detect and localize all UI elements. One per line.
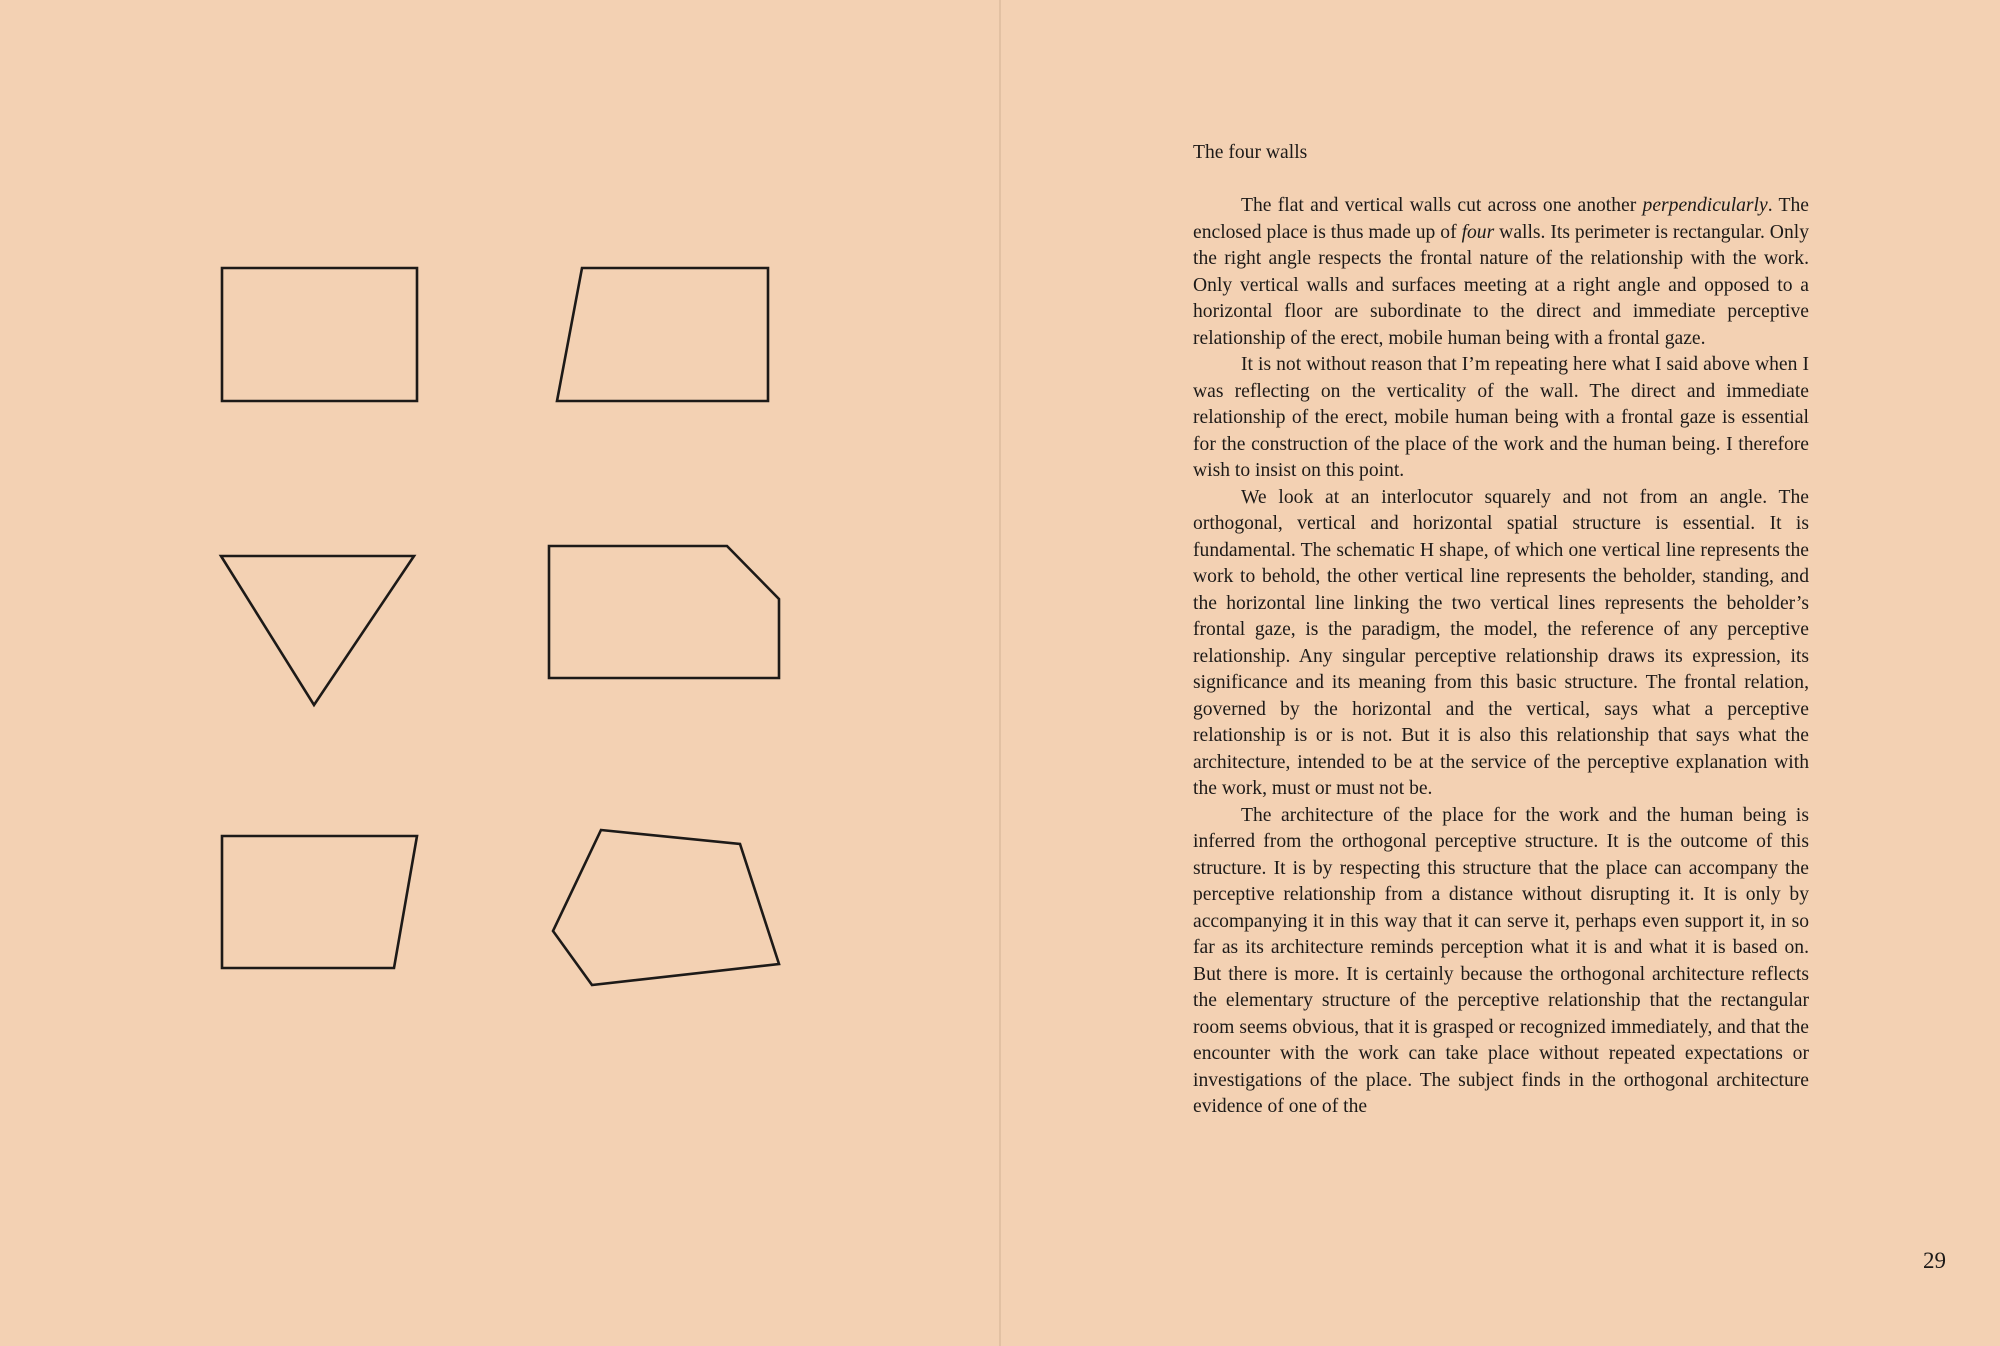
irregular-pentagon-figure [553, 830, 779, 985]
paragraph-2: It is not without reason that I’m repeating here what I said above when I was reflecting on the verticality of the wall. The direct and immediate relationship of the erect, mobile human being with a frontal gaze is essential for the construction of the place of the work and the human being. I therefore wish to insist on this point. [1193, 354, 1809, 481]
paragraph-1 [1193, 193, 1809, 352]
section-heading: The four walls [1193, 142, 1308, 163]
rectangle-figure [222, 268, 417, 401]
paragraph-1-emphasis: perpendicularly [1642, 195, 1768, 216]
paragraph-3: We look at an interlocutor squarely and not from an angle. The orthogonal, vertical and horizontal spatial structure is essential. It is fundamental. The schematic H shape, of which one vertical line represents the work to behold, the other vertical line represents the beholder, standing, and the horizontal line linking the two vertical lines represents the beholder’s frontal gaze, is the paradigm, the model, the reference of any perceptive relationship. Any singular perceptive relationship draws its expression, its significance and its meaning from this basic structure. The frontal relation, governed by the horizontal and the vertical, says what a perceptive relationship is or is not. But it is also this relationship that says what the architecture, intended to be at the service of the perceptive explanation with the work, must or must not be. [1193, 486, 1809, 799]
paragraph-1-run: The flat and vertical walls cut across one another [1241, 195, 1643, 216]
inverted-triangle-figure [221, 556, 414, 705]
left-page [0, 0, 999, 1346]
paragraph-1-emphasis: four [1461, 221, 1495, 243]
slanted-quadrilateral-figure [557, 268, 768, 401]
figure-shapes [0, 0, 999, 1346]
page-number: 29 [1923, 1248, 1946, 1273]
paragraph-4: The architecture of the place for the work and the human being is inferred from the orthogonal perceptive structure. It is the outcome of this structure. It is by respecting this structure that the place can accompany the perceptive relationship from a distance without disrupting it. It is only by accompanying it in this way that it can serve it, perhaps even support it, in so far as its architecture reminds perception what it is and what it is based on. But there is more. It is certainly because the orthogonal architecture reflects the elementary structure of the perceptive relationship that the rectangular room seems obvious, that it is grasped or recognized immediately, and that the encounter with the work can take place without repeated expectations or investigations of the place. The subject finds in the orthogonal architecture evidence of one of the [1193, 804, 1809, 1117]
right-page [1001, 0, 2000, 1346]
paragraph-1-run: walls. Its perimeter is rectangular. Only the right angle respects the frontal nature of the relationship with the work. Only vertical walls and surfaces meeting at a right angle and opposed to a horizontal floor are subordinate to the direct and immediate perceptive relationship of the erect, mobile human being with a frontal gaze. [1193, 221, 1809, 349]
pentagon-cut-corner-figure [549, 546, 779, 678]
paragraph-1-run: . The enclosed place is thus made up of [1193, 195, 1810, 243]
body-text-block [1193, 140, 1809, 1121]
right-trapezoid-figure [222, 836, 417, 968]
